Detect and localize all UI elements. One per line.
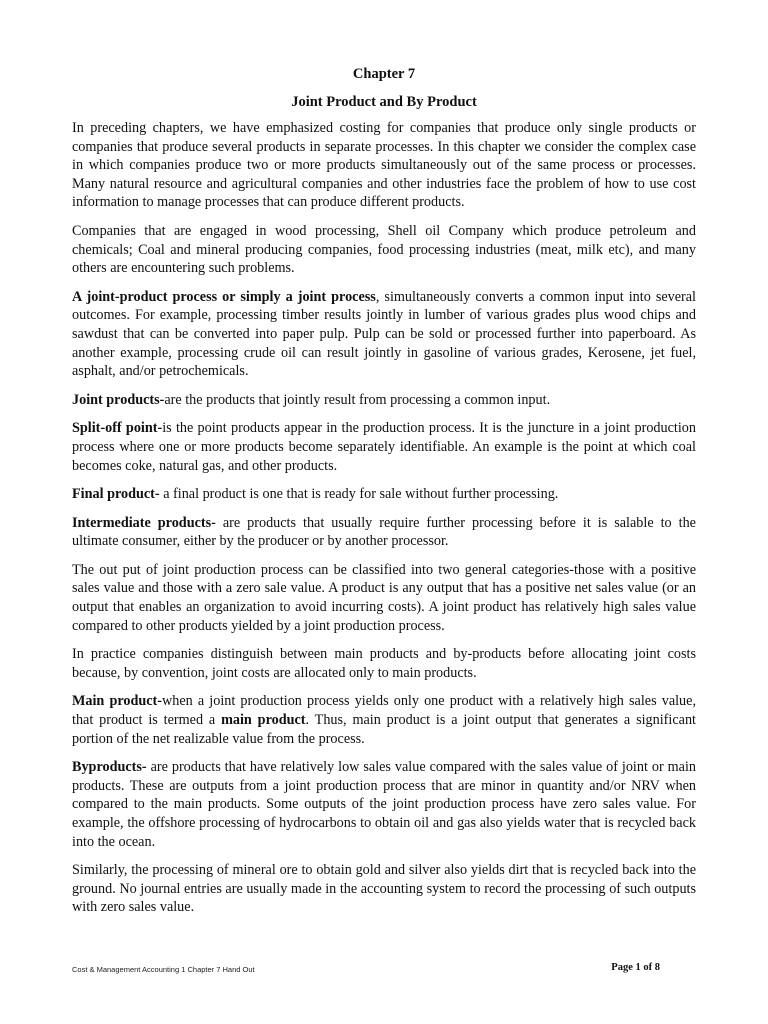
term-split-off-point: Split-off point- <box>72 420 163 437</box>
paragraph-text: is the point products appear in the production process. It is the juncture in a joint production process where one or more products become separately identifiable. An example is the point at which coal becomes coke, natural gas, and other products. <box>72 420 696 474</box>
paragraph-joint-products <box>72 391 696 410</box>
paragraph-text: The out put of joint production process can be classified into two general categories-those with a positive sales value and those with a zero sale value. A product is any output that has a positive net sales value (or an output that enables an organization to avoid incurring costs). A joint product has relatively high sales value compared to other products yielded by a joint production process. <box>72 561 696 634</box>
paragraph-similarly <box>72 861 696 917</box>
term-joint-products: Joint products- <box>72 391 165 408</box>
chapter-number: Chapter 7 <box>352 66 416 82</box>
paragraph-text: Companies that are engaged in wood processing, Shell oil Company which produce petroleum and chemicals; Coal and mineral producing companies, food processing industries (meat, milk etc), and many others are encountering such problems. <box>72 222 696 277</box>
paragraph-final-product <box>72 485 696 504</box>
paragraph-text-after: . Thus, main product is a joint output that generates a significant portion of the net realizable value from the process. <box>72 712 696 747</box>
paragraph-intro <box>72 119 696 212</box>
paragraph-text: a final product is one that is ready for sale without further processing. <box>159 486 559 503</box>
paragraph-industries <box>72 222 696 278</box>
chapter-title: Joint Product and By Product <box>291 94 477 110</box>
paragraph-split-off-point <box>72 419 696 475</box>
footer-course-label: Cost & Management Accounting 1 Chapter 7 Hand Out <box>72 965 255 974</box>
term-joint-process: A joint-product process or simply a joint process <box>72 288 376 305</box>
paragraph-text: are products that usually require further processing before it is salable to the ultimate consumer, either by the producer or by another processor. <box>72 514 696 550</box>
term-final-product: Final product- <box>72 486 160 503</box>
paragraph-output-categories <box>72 561 696 635</box>
term-main-product: Main product- <box>72 693 162 710</box>
paragraph-text: are the products that jointly result from processing a common input. <box>164 391 551 408</box>
paragraph-text: , simultaneously converts a common input into several outcomes. For example, processing timber results jointly in lumber of various grades plus wood chips and sawdust that can be converted into paper pulp. Pulp can be sold or processed further into paperboard. As another example, processing crude oil can result jointly in gasoline of various grades, Kerosene, jet fuel, asphalt, and/or petrochemicals. <box>72 288 696 380</box>
term-byproducts: Byproducts- <box>72 759 147 776</box>
paragraph-text: are products that have relatively low sales value compared with the sales value of joint or main products. These are outputs from a joint production process that are minor in quantity and/or NRV when compared to the main products. Some outputs of the joint production process have zero sales value. For example, the offshore processing of hydrocarbons to obtain oil and gas also yields water that is recycled back into the ocean. <box>72 759 696 850</box>
document-body <box>72 119 696 927</box>
paragraph-main-product <box>72 692 696 748</box>
paragraph-text: In preceding chapters, we have emphasized costing for companies that produce only single products or companies that produce several products in separate processes. In this chapter we consider the complex case in which companies produce two or more products simultaneously out of the same process or processes. Many natural resource and agricultural companies and other industries face the problem of how to use cost information to manage processes that can produce different products. <box>72 120 696 211</box>
emphasis-main-product: main product <box>221 712 306 729</box>
paragraph-joint-process <box>72 288 696 381</box>
paragraph-intermediate-products <box>72 514 696 551</box>
paragraph-practice <box>72 645 696 682</box>
paragraph-byproducts <box>72 758 696 851</box>
term-intermediate-products: Intermediate products- <box>72 514 216 531</box>
footer-page-number: Page 1 of 8 <box>611 962 660 973</box>
paragraph-text: when a joint production process yields only one product with a relatively high sales value, that product is termed a <box>72 693 696 729</box>
paragraph-text: In practice companies distinguish between main products and by-products before allocating joint costs because, by convention, joint costs are allocated only to main products. <box>72 646 696 681</box>
paragraph-text: Similarly, the processing of mineral ore to obtain gold and silver also yields dirt that is recycled back into the ground. No journal entries are usually made in the accounting system to record the processing of such outputs with zero sales value. <box>72 862 696 916</box>
